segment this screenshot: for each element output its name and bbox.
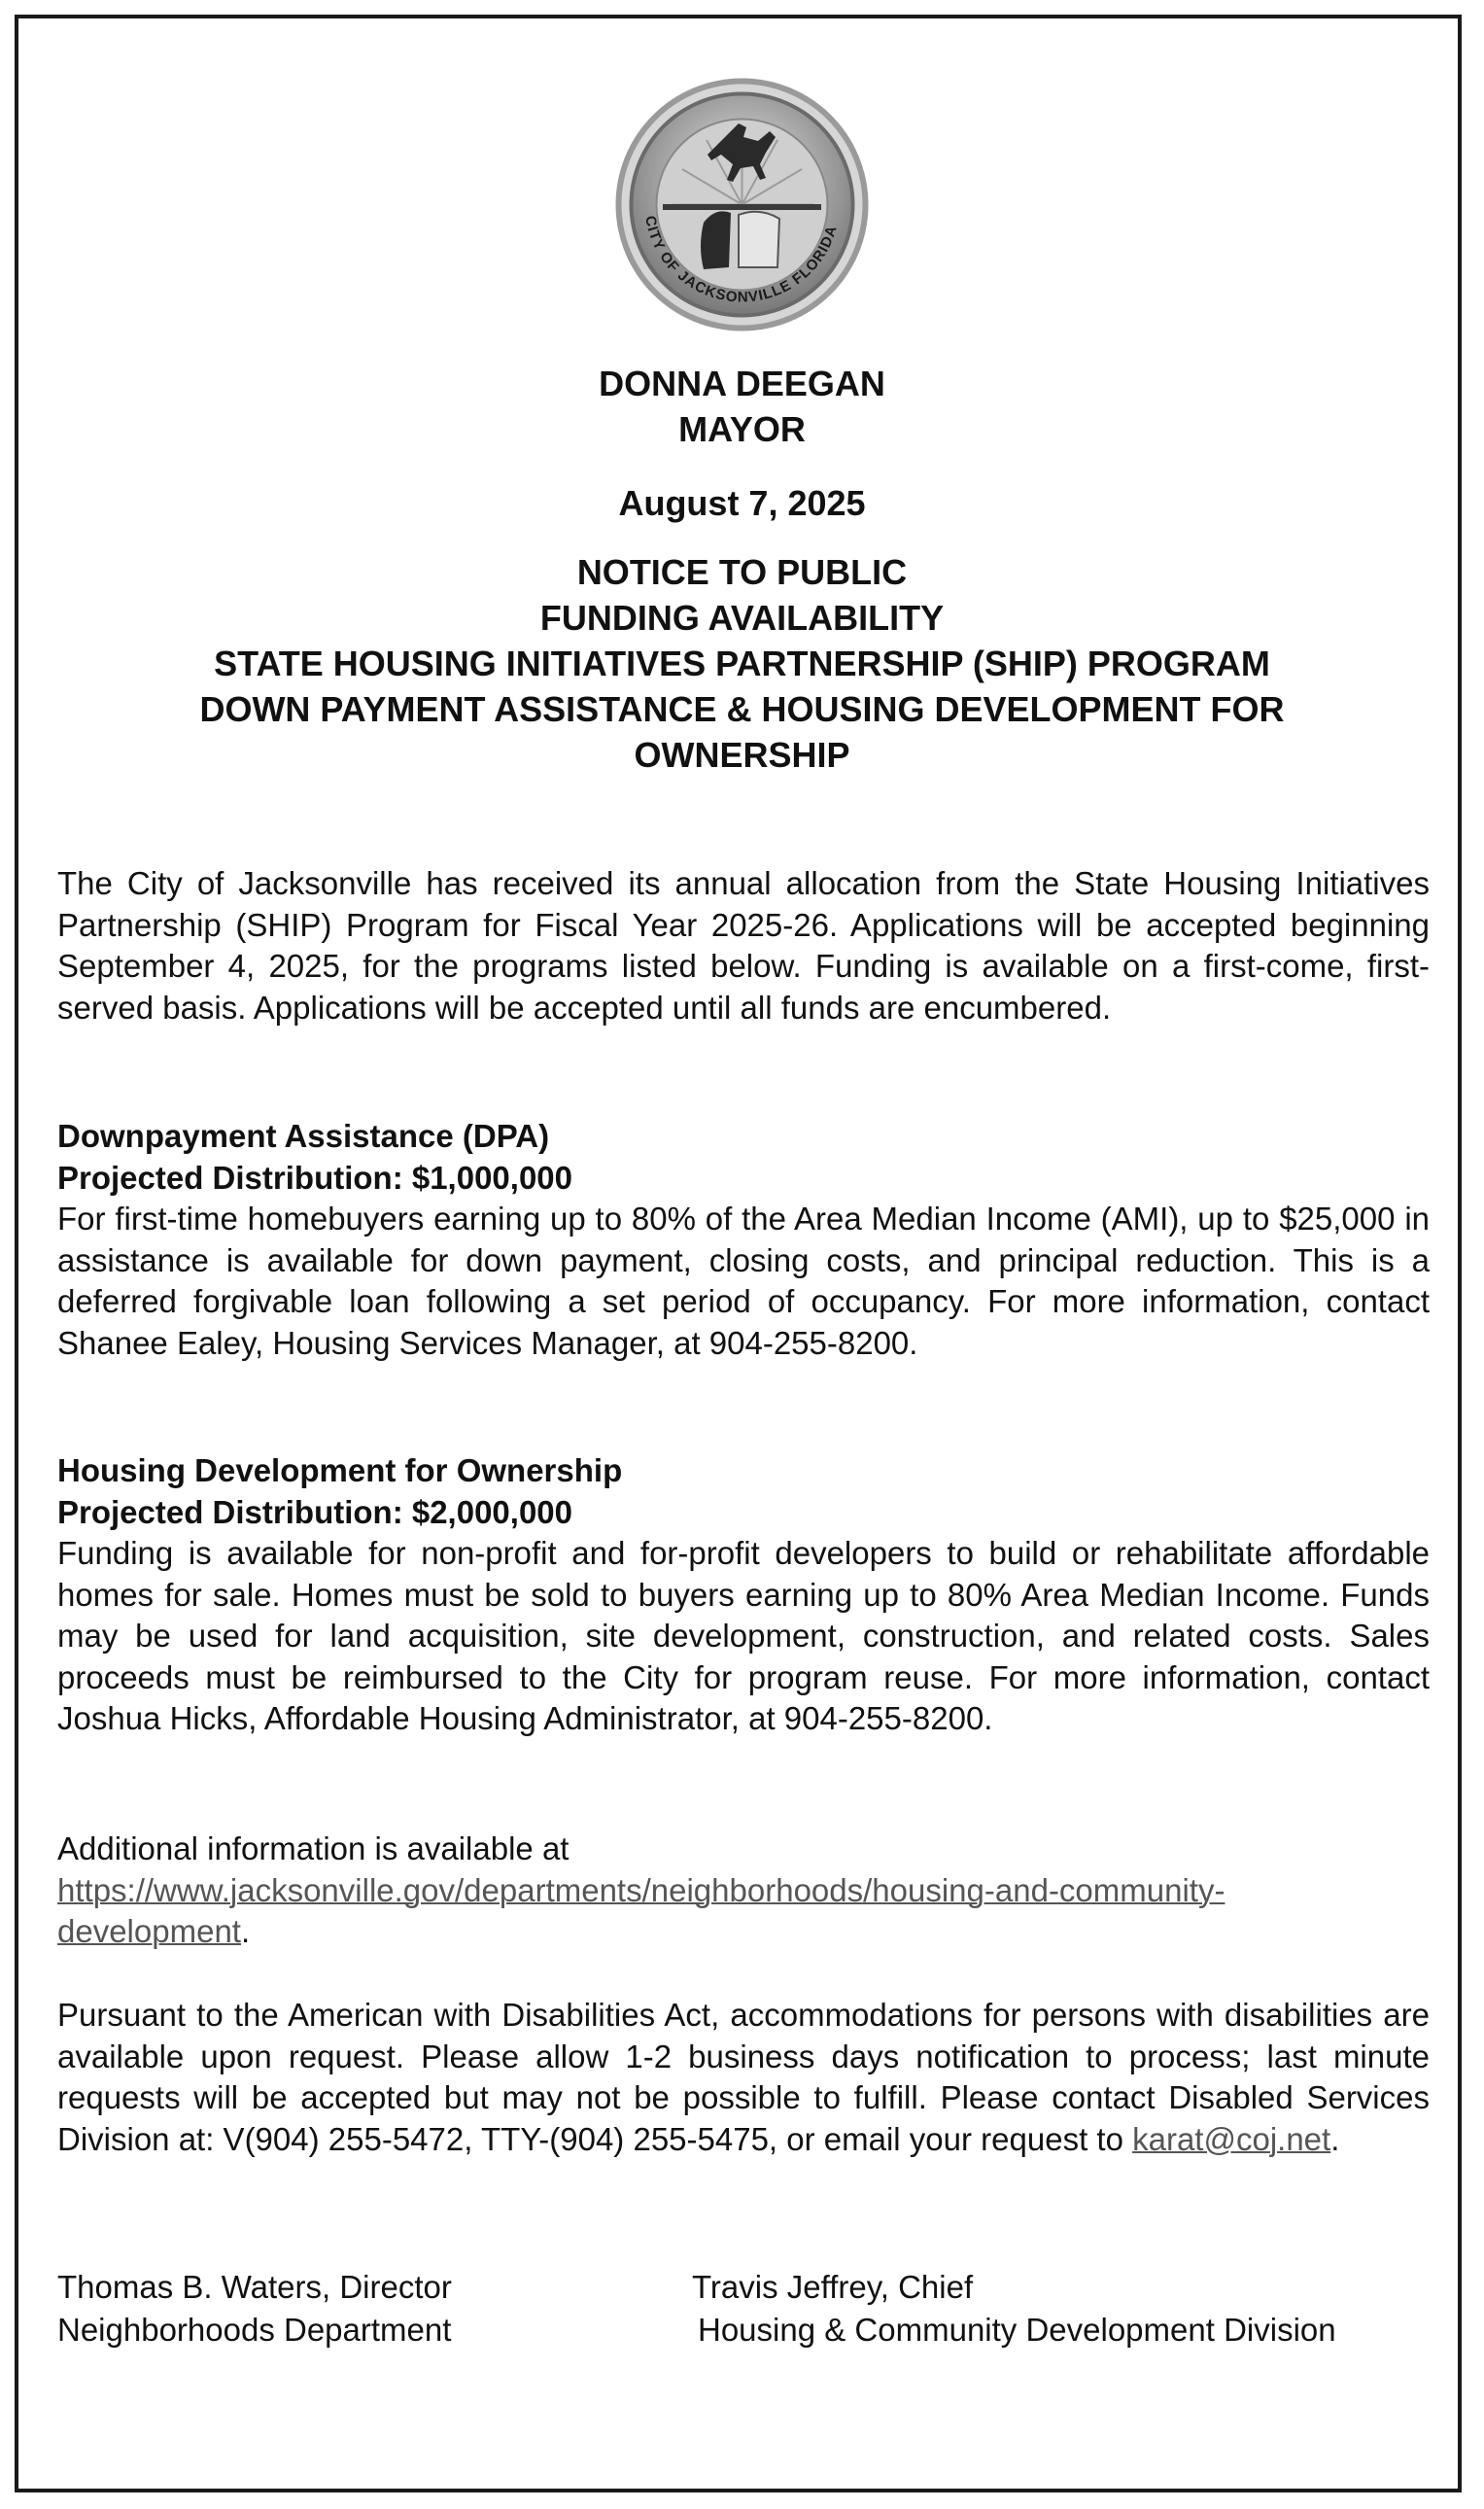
hdo-body: Funding is available for non-profit and for-profit developers to build or rehabilitate affordable homes for sale. Homes must be sold to buyers earning up to 80% Area Median Income. Funds may be used for land acquisition, site development, construction, and related costs. Sales proceeds must be reimbursed to the City for program reuse. For more information, contact Joshua Hicks, Affordable Housing Administrator, at 904-255-8200. [57, 1535, 1430, 1736]
hdo-heading: Housing Development for Ownership [57, 1452, 623, 1488]
dpa-heading: Downpayment Assistance (DPA) [57, 1118, 550, 1154]
signature-right [692, 2266, 1336, 2352]
ada-period: . [1330, 2120, 1340, 2157]
notice-title [39, 549, 1445, 778]
signature-left-dept: Neighborhoods Department [57, 2312, 452, 2348]
additional-period: . [240, 1913, 251, 1949]
additional-info-text: Additional information is available at [57, 1830, 569, 1866]
signature-left [57, 2266, 452, 2352]
housing-url-link-line-2[interactable]: development [57, 1913, 241, 1949]
mayor-header [39, 361, 1445, 452]
mayor-name: DONNA DEEGAN [599, 364, 885, 403]
additional-info [57, 1829, 1430, 1953]
dpa-body: For first-time homebuyers earning up to 80% of the Area Median Income (AMI), up to $25,000 in assistance is available for down payment, closing costs, and principal reduction. This is a deferred forgivable loan following a set period of occupancy. For more information, contact Shanee Ealey, Housing Services Manager, at 904-255-8200. [57, 1201, 1430, 1361]
signature-left-name: Thomas B. Waters, Director [57, 2269, 452, 2305]
dpa-distribution: Projected Distribution: $1,000,000 [57, 1159, 573, 1196]
city-seal-icon [614, 77, 870, 332]
ada-text: Pursuant to the American with Disabilities Act, accommodations for persons with disabilities are available upon request. Please allow 1-2 business days notification to process; last minute requests will be accepted but may not be possible to fulfill. Please contact Disabled Services Division at: V(904) 255-5472, TTY-(904) 255-5475, or email your request to [57, 1997, 1430, 2157]
signature-right-name: Travis Jeffrey, Chief [692, 2269, 974, 2305]
hdo-section [57, 1450, 1430, 1740]
signature-right-dept: Housing & Community Development Division [698, 2312, 1336, 2348]
notice-line-1: NOTICE TO PUBLIC [576, 552, 908, 592]
seal-ring-text: CITY OF JACKSONVILLE FLORIDA [641, 214, 841, 306]
ada-paragraph [57, 1995, 1430, 2160]
notice-line-2: FUNDING AVAILABILITY [539, 598, 945, 638]
housing-url-link-line-1[interactable]: https://www.jacksonville.gov/departments/neighborhoods/housing-and-community- [57, 1871, 1225, 1908]
intro-paragraph: The City of Jacksonville has received its annual allocation from the State Housing Initiatives Partnership (SHIP) Program for Fiscal Year 2025-26. Applications will be accepted beginning September 4, 2025, for the programs listed below. Funding is available on a first-come, first-served basis. Applications will be accepted until all funds are encumbered. [57, 865, 1430, 1026]
hdo-distribution: Projected Distribution: $2,000,000 [57, 1493, 573, 1530]
notice-line-3: STATE HOUSING INITIATIVES PARTNERSHIP (SHIP) PROGRAM [214, 644, 1270, 683]
notice-line-4: DOWN PAYMENT ASSISTANCE & HOUSING DEVELOPMENT FOR OWNERSHIP [199, 689, 1285, 775]
mayor-title: MAYOR [678, 409, 806, 449]
email-link[interactable]: karat@coj.net [1132, 2120, 1331, 2157]
dpa-section [57, 1116, 1430, 1364]
notice-date: August 7, 2025 [618, 483, 866, 523]
